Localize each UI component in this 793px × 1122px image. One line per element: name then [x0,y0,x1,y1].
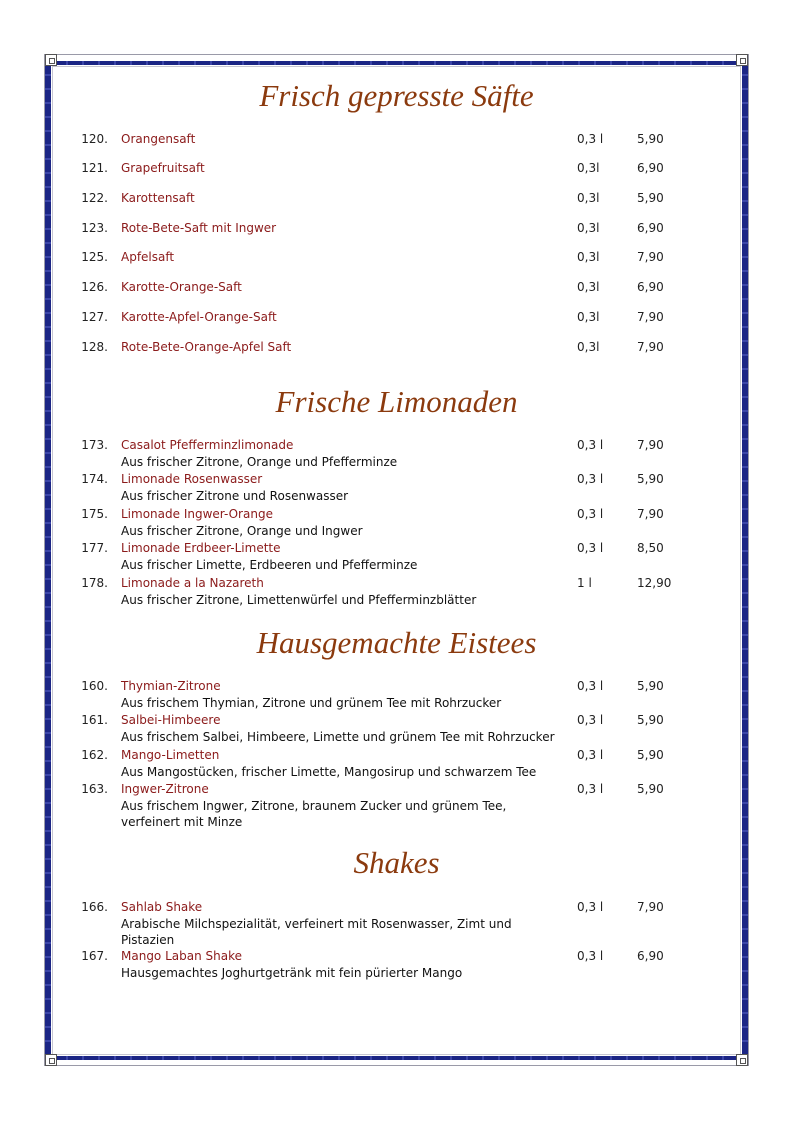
item-volume: 0,3l [577,280,600,294]
item-name: Karottensaft [121,191,195,205]
item-description: Aus frischem Salbei, Himbeere, Limette und grünem Tee mit Rohrzucker [121,730,555,744]
item-number: 120. [81,132,108,146]
section-title-limonaden: Frische Limonaden [275,384,518,419]
item-volume: 0,3 l [577,472,604,486]
item-number: 173. [81,438,108,452]
item-price: 5,90 [637,191,664,205]
item-name: Orangensaft [121,132,196,146]
item-number: 177. [81,541,108,555]
item-volume: 0,3 l [577,541,604,555]
section-title-eistees: Hausgemachte Eistees [256,625,537,660]
item-number: 123. [81,221,108,235]
item-name: Limonade Ingwer-Orange [121,507,273,521]
item-name: Limonade Rosenwasser [121,472,263,486]
item-description: Aus frischer Zitrone, Limettenwürfel und Pfefferminzblätter [121,593,477,607]
item-volume: 0,3 l [577,679,604,693]
item-description: Aus frischer Limette, Erdbeeren und Pfefferminze [121,558,418,572]
item-name: Mango-Limetten [121,748,220,762]
item-price: 7,90 [637,438,664,452]
item-name: Karotte-Orange-Saft [121,280,242,294]
item-name: Ingwer-Zitrone [121,782,209,796]
item-name: Karotte-Apfel-Orange-Saft [121,310,277,324]
item-name: Thymian-Zitrone [121,679,221,693]
item-number: 125. [81,250,108,264]
item-number: 174. [81,472,108,486]
item-volume: 0,3l [577,221,600,235]
item-price: 8,50 [637,541,664,555]
item-price: 7,90 [637,340,664,354]
item-number: 178. [81,576,108,590]
item-description: Aus frischem Thymian, Zitrone und grünem Tee mit Rohrzucker [121,696,502,710]
item-description: Aus frischer Zitrone, Orange und Pfefferminze [121,455,398,469]
item-name: Sahlab Shake [121,900,203,914]
frame-corner-ornament [736,1054,748,1066]
item-number: 127. [81,310,108,324]
item-description: Aus frischem Ingwer, Zitrone, braunem Zucker und grünem Tee, verfeinert mit Minze [121,799,507,829]
item-price: 12,90 [637,576,672,590]
frame-border-bottom [52,1056,741,1060]
item-price: 5,90 [637,782,664,796]
item-volume: 0,3 l [577,748,604,762]
item-name: Salbei-Himbeere [121,713,221,727]
frame-corner-ornament [45,1054,57,1066]
item-price: 6,90 [637,221,664,235]
item-number: 121. [81,161,108,175]
item-description: Aus frischer Zitrone und Rosenwasser [121,489,349,503]
frame-border-left [45,62,51,1059]
frame-border-right [742,62,748,1059]
item-volume: 0,3 l [577,782,604,796]
item-price: 7,90 [637,900,664,914]
item-volume: 1 l [577,576,592,590]
item-description: Aus frischer Zitrone, Orange und Ingwer [121,524,363,538]
item-name: Limonade Erdbeer-Limette [121,541,281,555]
item-number: 167. [81,949,108,963]
item-name: Mango Laban Shake [121,949,242,963]
item-price: 6,90 [637,949,664,963]
item-number: 175. [81,507,108,521]
item-number: 160. [81,679,108,693]
frame-border-top [52,61,741,65]
item-description: Arabische Milchspezialität, verfeinert mit Rosenwasser, Zimt und Pistazien [121,917,512,947]
item-description: Hausgemachtes Joghurtgetränk mit fein pürierter Mango [121,966,463,980]
item-number: 163. [81,782,108,796]
item-volume: 0,3l [577,250,600,264]
section-title-saefte: Frisch gepresste Säfte [259,78,534,113]
item-name: Rote-Bete-Orange-Apfel Saft [121,340,292,354]
item-name: Rote-Bete-Saft mit Ingwer [121,221,277,235]
item-price: 5,90 [637,679,664,693]
item-number: 128. [81,340,108,354]
item-price: 5,90 [637,713,664,727]
item-price: 7,90 [637,250,664,264]
item-description: Aus Mangostücken, frischer Limette, Mangosirup und schwarzem Tee [121,765,537,779]
item-name: Casalot Pfefferminzlimonade [121,438,294,452]
item-number: 126. [81,280,108,294]
item-number: 162. [81,748,108,762]
item-price: 5,90 [637,132,664,146]
item-price: 7,90 [637,507,664,521]
frame-corner-ornament [736,54,748,66]
item-price: 7,90 [637,310,664,324]
item-name: Grapefruitsaft [121,161,205,175]
item-volume: 0,3l [577,340,600,354]
item-number: 166. [81,900,108,914]
item-volume: 0,3l [577,310,600,324]
item-volume: 0,3 l [577,438,604,452]
item-price: 6,90 [637,280,664,294]
item-name: Limonade a la Nazareth [121,576,264,590]
item-volume: 0,3l [577,161,600,175]
item-price: 5,90 [637,748,664,762]
section-title-shakes: Shakes [353,845,440,880]
item-price: 6,90 [637,161,664,175]
item-volume: 0,3 l [577,900,604,914]
item-volume: 0,3 l [577,713,604,727]
item-volume: 0,3l [577,191,600,205]
item-volume: 0,3 l [577,132,604,146]
item-volume: 0,3 l [577,507,604,521]
item-price: 5,90 [637,472,664,486]
frame-corner-ornament [45,54,57,66]
item-name: Apfelsaft [121,250,175,264]
item-number: 161. [81,713,108,727]
item-number: 122. [81,191,108,205]
item-volume: 0,3 l [577,949,604,963]
